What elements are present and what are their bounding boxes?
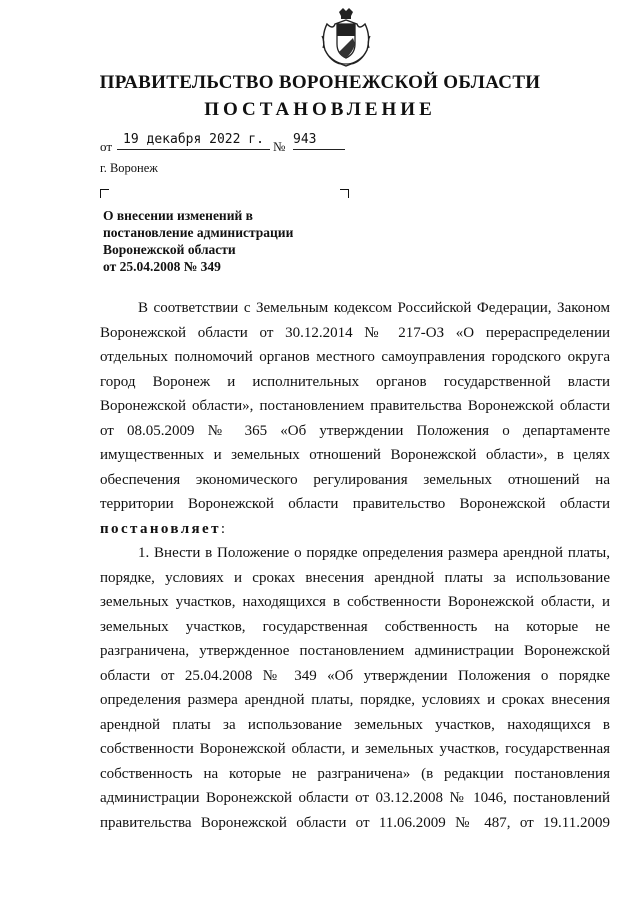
subject-line: О внесении изменений в	[103, 208, 253, 223]
body-line: собственность на которые не разграничена» (в редакции постановления	[100, 765, 610, 782]
body-line: земельных участков, находящихся в собственности Воронежской области, и	[100, 594, 610, 610]
body-line: 1. Внести в Положение о порядке определения размера арендной платы,	[138, 545, 610, 561]
body-line: отдельных полномочий органов местного самоуправления городского округа	[100, 349, 610, 365]
body-line: имущественных и земельных отношений Воронежской области», в целях	[100, 447, 610, 463]
number-prefix: №	[273, 139, 286, 154]
corner-mark-left	[100, 189, 109, 198]
body-line: области от 25.04.2008 № 349 «Об утверждении Положения о порядке	[100, 667, 610, 684]
doc-type-title: ПОСТАНОВЛЕНИЕ	[204, 99, 436, 120]
body-line: В соответствии с Земельным кодексом Российской Федерации, Законом	[138, 300, 610, 316]
body-line: обеспечения экономического регулирования земельных отношений на	[100, 471, 610, 488]
decree-word: постановляет	[100, 520, 221, 537]
city-name: г. Воронеж	[100, 161, 158, 175]
subject-line: постановление администрации	[103, 225, 294, 240]
body-line: правительства Воронежской области от 11.06.2009 № 487, от 19.11.2009	[100, 814, 610, 831]
body-line: Воронежской области от 30.12.2014 № 217-ОЗ «О перераспределении	[100, 324, 610, 341]
document-subject	[103, 207, 363, 275]
body-line: арендной платы за использование земельных участков, находящихся в	[100, 716, 610, 733]
body-line: определения размера арендной платы, порядке, условиях и сроках внесения	[100, 692, 610, 708]
document-date: 19 декабря 2022 г.	[117, 132, 270, 150]
subject-line: от 25.04.2008 № 349	[103, 259, 221, 274]
body-line: порядке, условиях и сроках внесения арендной платы за использование	[100, 569, 610, 586]
body-line: собственности Воронежской области, и земельных участков, государственная	[100, 741, 610, 757]
corner-mark-right	[340, 189, 349, 198]
body-line: разграничена, утвержденное постановлением администрации Воронежской	[100, 643, 610, 659]
document-body	[100, 296, 610, 835]
decree-suffix: :	[220, 520, 226, 537]
body-line: от 08.05.2009 № 365 «Об утверждении Положения о департаменте	[100, 422, 610, 439]
body-line: территории Воронежской области правительство Воронежской области	[100, 496, 610, 512]
body-line: администрации Воронежской области от 03.12.2008 № 1046, постановлений	[100, 790, 610, 806]
date-prefix: от	[100, 139, 113, 154]
org-title: ПРАВИТЕЛЬСТВО ВОРОНЕЖСКОЙ ОБЛАСТИ	[99, 72, 541, 93]
document-number: 943	[293, 132, 345, 150]
decree-line	[100, 517, 610, 542]
subject-line: Воронежской области	[103, 242, 236, 257]
body-line: земельных участков, государственная собственность на которые не	[100, 618, 610, 635]
body-line: город Воронеж и исполнительных органов государственной власти	[100, 373, 610, 390]
body-line: Воронежской области», постановлением правительства Воронежской области	[100, 398, 610, 414]
voronezh-coat-of-arms-icon	[319, 6, 373, 68]
